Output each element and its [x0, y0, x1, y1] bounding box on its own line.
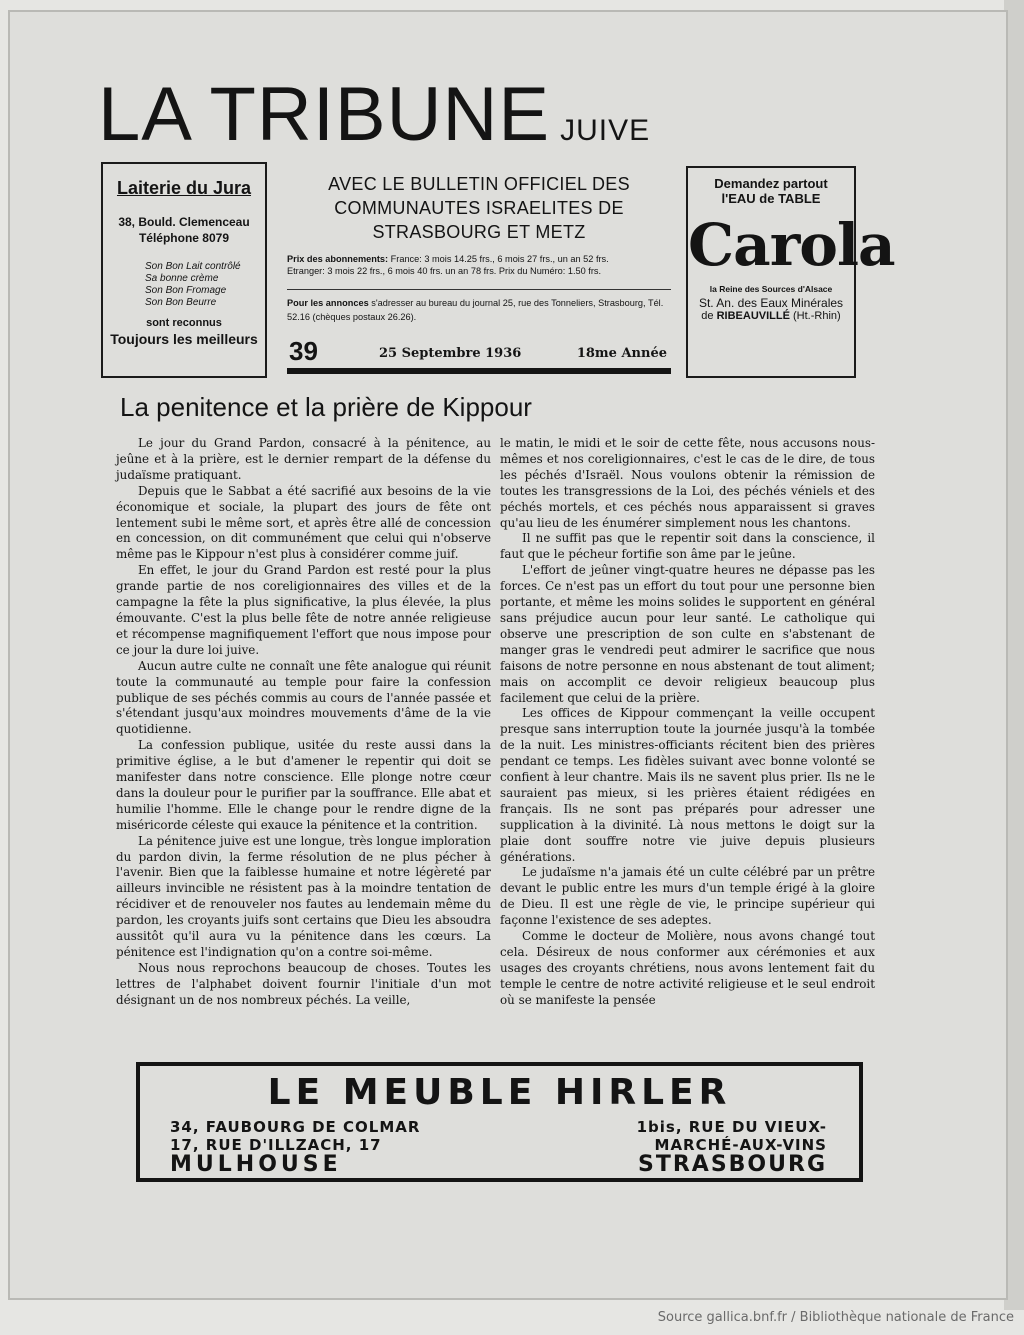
article-title: La penitence et la prière de Kippour — [120, 392, 532, 422]
article-paragraph: Le jour du Grand Pardon, consacré à la pénitence, au jeûne et à la prière, est le dernier rempart de la défense du judaïsme pratiquant. — [116, 436, 491, 482]
issue-year: 18me Année — [576, 346, 667, 361]
ad-laiterie — [101, 162, 267, 378]
ad-hirler-address-2: 17, RUE D'ILLZACH, 17 — [170, 1136, 382, 1154]
ad-carola-tagline: la Reine des Sources d'Alsace — [709, 284, 833, 294]
rates-abroad: Etranger: 3 mois 22 frs., 6 mois 40 frs. un an 78 frs. Prix du Numéro: 1.50 frs. — [287, 266, 602, 276]
issue-bar — [287, 336, 671, 374]
article-paragraph: Les offices de Kippour commençant la veille occupent presque sans interruption toute la journée jusqu'à la tombée de la nuit. Les ministres-officiants récitent bien des prières pendant ce temps. Les fidèles suivant avec bonne volonté se confient à leur chantre. Mais ils ne savent plus prier. Ils ne le sauraient pas mieux, si les prières étaient rédigées en français. Ils ne sont pas préparés pour adresser une supplication à la divinité. Là nous mettons le doigt sur la plaie dont souffre notre vie juive depuis plusieurs générations. — [500, 706, 875, 864]
article-paragraph: Aucun autre culte ne connaît une fête analogue qui réunit toute la communauté au temple pour faire la confession publique de ses péchés commis au cours de l'année passée et s'étendant jusqu'aux moindres mouvements d'âme de la vie quotidienne. — [116, 658, 491, 737]
article-column-left — [116, 436, 491, 1009]
source-credit: Source gallica.bnf.fr / Bibliothèque nationale de France — [657, 1310, 1014, 1325]
ad-carola-place-name: RIBEAUVILLÉ — [716, 310, 790, 322]
article-paragraph: Il ne suffit pas que le repentir soit dans la conscience, il faut que le pécheur fortifie son âme par le jeûne. — [500, 531, 875, 562]
ad-hirler-title: LE MEUBLE HIRLER — [267, 1072, 732, 1113]
ad-carola-place-prefix: de — [701, 310, 714, 322]
ad-hirler-address-4: MARCHÉ-AUX-VINS — [654, 1136, 827, 1154]
ad-laiterie-brand: Laiterie du Jura — [116, 178, 252, 198]
article-paragraph: L'effort de jeûner vingt-quatre heures ne dépasse pas les forces. Ce n'est pas un effort du tout pour une personne bien portante, et même les moins solides le supportent en général sans préjudice aucun pour leur santé. Le catholique qui observe une prescription de son culte en s'abstenant de manger gras le vendredi peut admirer le sacrifice que nous faisons de notre personne en nous abstenant de tout aliment; mais on accomplit ce devoir religieux beaucoup plus facilement que celui de la prière. — [500, 563, 875, 705]
ad-laiterie-item: Son Bon Lait contrôlé — [145, 261, 241, 272]
issue-number: 39 — [289, 336, 318, 366]
article-paragraph: le matin, le midi et le soir de cette fête, nous accusons nous-mêmes et nos coreligionnaires, c'est le cas de le dire, de tous les péchés d'Israël. Nous voulons obtenir la rémission de toutes les transgressions de la Loi, des péchés véniels et des péchés mortels, et ces péchés nous apparaissent si graves qu'au lieu de les énumérer simplement nous les chantons. — [500, 436, 875, 530]
masthead-title: LA TRIBUNE — [98, 72, 551, 157]
ad-hirler-city-mulhouse: MULHOUSE — [170, 1152, 342, 1177]
ad-laiterie-phone: Téléphone 8079 — [138, 231, 230, 245]
ad-hirler-address-3: 1bis, RUE DU VIEUX- — [636, 1118, 827, 1136]
article-paragraph: La pénitence juive est une longue, très longue imploration du pardon divin, la ferme résolution de ne plus pécher à l'avenir. Bien que la faiblesse humaine et notre légèreté par ailleurs invincible ne résistent pas à la moindre tentation de récidiver et de renouveler nos fautes au lendemain même du pardon, les croyants juifs sont certains que Dieu les absoudra aussitôt qu'il aura vu la pénitence dans les cœurs. La pénitence est l'indignation qu'on a contre soi-même. — [116, 833, 491, 959]
ad-carola-line1: Demandez partout — [714, 176, 828, 191]
bulletin-line: AVEC LE BULLETIN OFFICIEL DES COMMUNAUTES ISRAELITES DE STRASBOURG ET METZ — [328, 174, 630, 242]
article-column-right — [500, 436, 875, 1009]
ads-label: Pour les annonces — [287, 298, 369, 308]
ad-laiterie-address: 38, Bould. Clemenceau — [118, 215, 250, 229]
article-paragraph: Depuis que le Sabbat a été sacrifié aux besoins de la vie économique et sociale, la plupart des jours de fête ont lentement subi le même sort, et après être allé de concession en concession, on dit communément que celui qui n'observe même pas le Kippour n'est plus à considérer comme juif. — [116, 483, 491, 562]
ad-laiterie-items — [103, 261, 265, 309]
article-paragraph: En effet, le jour du Grand Pardon est resté pour la plus grande partie de nos coreligionnaires des villes et de la campagne la fête la plus significative, la plus élevée, la plus émouvante. C'est la plus belle fête de notre année religieuse et récompense magnifiquement l'effort que nous impose pour ce jour la dure loi juive. — [116, 563, 491, 657]
ad-hirler-address-1: 34, FAUBOURG DE COLMAR — [170, 1118, 421, 1136]
article-paragraph: Nous nous reprochons beaucoup de choses. Toutes les lettres de l'alphabet doivent fournir l'initiale d'un mot désignant un de nos nombreux péchés. La veille, — [116, 960, 491, 1007]
ad-carola — [686, 166, 895, 378]
article-paragraph: Le judaïsme n'a jamais été un culte célébré par un prêtre devant le public entre les murs d'un temple érigé à la gloire de Dieu. Il est une règle de vie, le principe supérieur qui façonne l'existence de ses adeptes. — [500, 865, 875, 928]
masthead — [98, 70, 878, 170]
header-center — [284, 172, 674, 244]
header-rule — [287, 289, 671, 290]
ad-laiterie-item: Son Bon Fromage — [145, 285, 227, 296]
ad-carola-logo: Carola — [688, 211, 895, 279]
ad-laiterie-item: Sa bonne crème — [145, 273, 219, 284]
subscription-rates — [287, 253, 671, 277]
ad-carola-company: St. An. des Eaux Minérales — [698, 296, 844, 310]
ad-meuble-hirler — [136, 1062, 863, 1182]
ad-laiterie-recognized: sont reconnus — [146, 317, 222, 329]
ad-carola-place — [688, 310, 854, 322]
masthead-subtitle: JUIVE — [560, 114, 651, 147]
ad-hirler-city-strasbourg: STRASBOURG — [638, 1152, 827, 1177]
ad-carola-line2: l'EAU de TABLE — [721, 191, 821, 206]
ads-info — [287, 296, 671, 324]
ad-laiterie-item: Son Bon Beurre — [145, 297, 217, 308]
ads-text: s'adresser au bureau du journal 25, rue des Tonneliers, Strasbourg, Tél. 52.16 (chèques postaux 26.26). — [287, 298, 664, 322]
issue-date: 25 Septembre 1936 — [379, 346, 522, 361]
article-paragraph: Comme le docteur de Molière, nous avons changé tout cela. Désireux de nous conformer aux cérémonies et aux usages des croyants chrétiens, nous avons lentement fait du temple le centre de notre activité religieuse et le seul endroit où se manifeste la pensée — [500, 929, 875, 1007]
rates-france: France: 3 mois 14.25 frs., 6 mois 27 frs., un an 52 frs. — [390, 254, 609, 264]
article-paragraph: La confession publique, usitée du reste aussi dans la primitive église, a le but d'amener le repentir qui doit se manifester dans notre conscience. Elle plonge notre cœur dans la douleur pour le purifier par la souffrance. Elle abat et humilie l'homme. Elle le change pour le rendre digne de la miséricorde céleste qui exauce la pénitence et la contrition. — [116, 738, 491, 832]
ad-carola-region: (Ht.-Rhin) — [793, 310, 841, 322]
rates-label: Prix des abonnements: — [287, 254, 389, 264]
ad-laiterie-best: Toujours les meilleurs — [110, 331, 258, 347]
